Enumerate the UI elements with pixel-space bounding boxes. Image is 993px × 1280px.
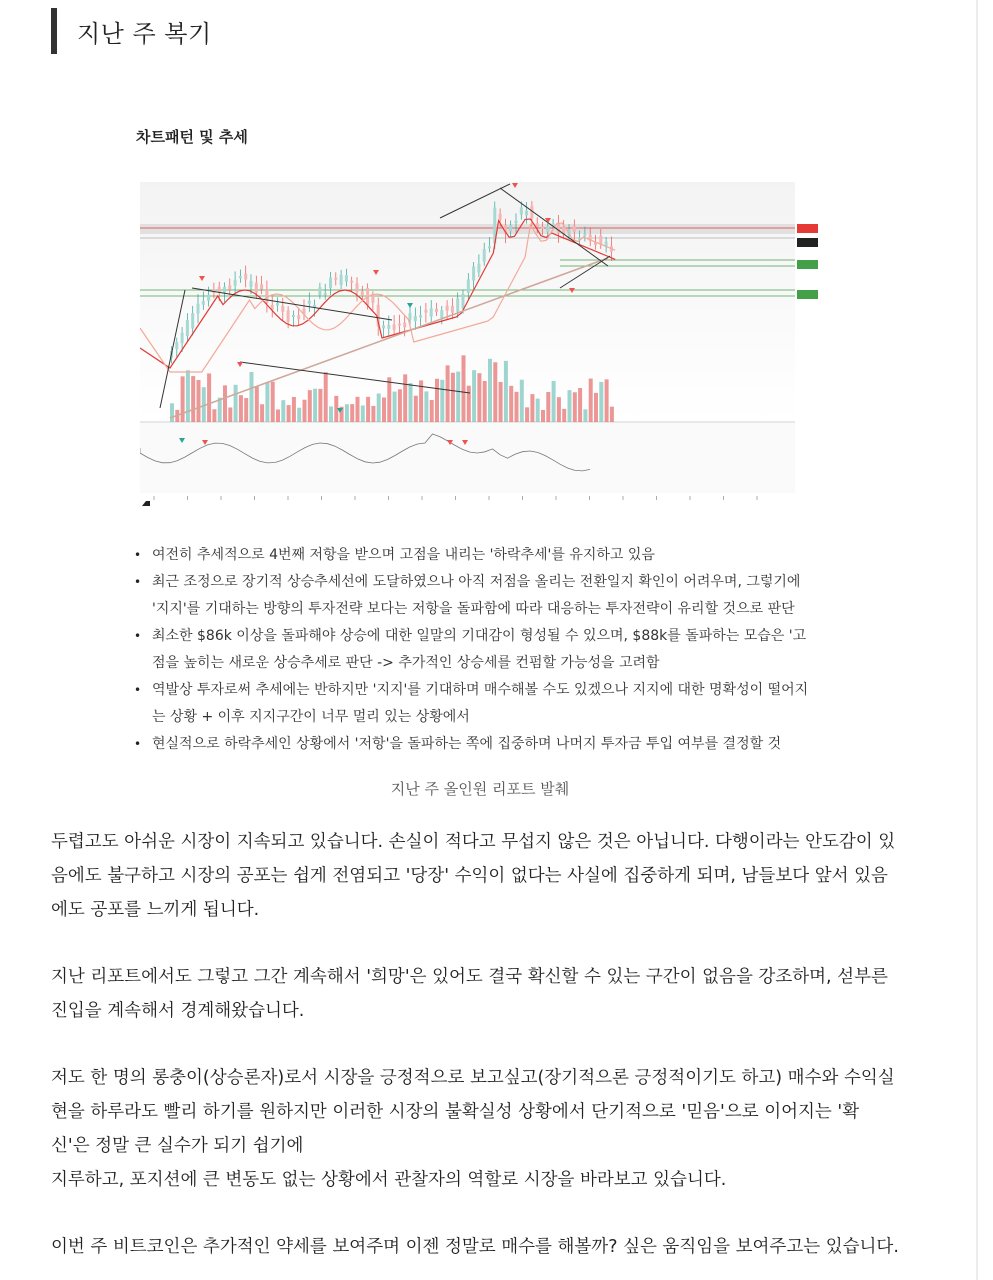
volume-bar [292,397,296,422]
candle-body [409,313,412,320]
candle-body [329,278,332,289]
paragraph-line: 지루하고, 포지션에 큰 변동도 없는 상황에서 관찰자의 역할로 시장을 바라보고 있습니다. [51,1170,727,1190]
candle-body [430,308,433,317]
price-tick-bg [797,270,818,278]
candle-body [234,280,237,286]
volume-bar [504,361,508,422]
volume-bar [250,372,254,422]
volume-bar [313,389,317,422]
volume-bar [234,385,238,422]
volume-bar [424,391,428,422]
candle-body [446,306,449,311]
volume-bar [440,380,444,422]
bullet-dot-icon: • [134,629,142,643]
candle-body [541,227,544,229]
volume-bar [583,409,587,422]
trading-chart-image [140,178,820,508]
candle-body [467,280,470,293]
volume-bar [356,397,360,422]
candle-body [350,281,353,283]
bullet-dot-icon: • [134,575,142,589]
candle-body [250,281,253,287]
paragraph-line: 두렵고도 아쉬운 시장이 지속되고 있습니다. 손실이 적다고 무섭지 않은 것은 아닙니다. 다행이라는 안도감이 있 [51,832,896,852]
candle-body [403,323,406,328]
candle-body [371,295,374,302]
candle-body [202,301,205,304]
bullet-text-line: 여전히 추세적으로 4번째 저항을 받으며 고점을 내리는 '하락추세'를 유지하고 있음 [152,547,655,563]
volume-bar [430,400,434,422]
candle-body [197,304,200,314]
volume-bar [398,389,402,422]
candle-body [324,293,327,295]
candle-body [546,226,549,232]
candle-body [186,320,189,336]
bullet-dot-icon: • [134,737,142,751]
candle-body [382,325,385,328]
price-tick-bg [797,310,818,318]
volume-bar [525,407,529,422]
volume-bar [546,392,550,422]
candle-body [276,303,279,305]
body-paragraph [51,1061,921,1197]
candle-body [424,310,427,313]
paragraph-line: 에도 공포를 느끼게 됩니다. [51,900,260,920]
volume-bar [329,406,333,422]
candle-body [175,342,178,349]
paragraph-line: 신'은 정말 큰 실수가 되기 쉽기에 [51,1136,304,1156]
candle-body [435,309,438,312]
bullet-text-line: '지지'를 기대하는 방향의 투자전략 보다는 저항을 돌파함에 따라 대응하는 투자전략이 유리할 것으로 판단 [152,601,795,617]
rsi-pane [140,423,795,493]
volume-bar [281,400,285,422]
volume-bar [605,379,609,422]
volume-bar [435,379,439,422]
candle-body [472,266,475,280]
volume-bar [260,404,264,422]
candle-body [287,310,290,322]
price-label-green [797,260,818,269]
volume-bar [271,382,275,422]
price-label-green [797,290,818,299]
price-tick-bg [797,324,818,332]
candle-body [297,315,300,319]
price-tick-bg [797,216,818,224]
candle-body [292,315,295,317]
candle-body [255,283,258,293]
volume-bar [536,399,540,422]
volume-bar [541,410,545,422]
candle-body [345,275,348,282]
candle-body [451,306,454,313]
bullet-text-line: 는 상황 + 이후 지지구간이 너무 멀리 있는 상황에서 [152,709,470,725]
candle-body [218,287,221,293]
volume-bar [483,381,487,422]
volume-bar [324,372,328,422]
paragraph-line: 현을 하루라도 빨리 하기를 원하지만 이러한 시장의 불확실성 상황에서 단기적으로 '믿음'으로 이어지는 '확 [51,1102,860,1122]
candle-body [393,324,396,330]
candle-body [525,211,528,216]
volume-bar [610,407,614,422]
resistance-zone [140,224,795,234]
candle-body [244,274,247,280]
volume-bar [197,380,201,422]
bullet-text-line: 현실적으로 하락추세인 상황에서 '저항'을 돌파하는 쪽에 집중하며 나머지 투자금 투입 여부를 결정할 것 [152,736,782,752]
volume-bar [578,388,582,422]
page-right-border [976,0,978,1280]
candle-body [462,294,465,309]
candle-body [281,306,284,312]
bullet-text-line: 최근 조정으로 장기적 상승추세선에 도달하였으나 아직 저점을 올리는 전환일지 확인이 어려우며, 그렇기에 [152,574,801,590]
price-tick-bg [797,283,818,291]
bullet-item [130,677,830,731]
candle-body [488,246,491,248]
candle-body [515,221,518,223]
figure-title: 차트패턴 및 추세 [136,128,248,146]
paragraph-line: 지난 리포트에서도 그렇고 그간 계속해서 '희망'은 있어도 결국 확신할 수 있는 구간이 없음을 강조하며, 섣부른 [51,967,888,987]
volume-bar [350,404,354,422]
bullet-dot-icon: • [134,548,142,562]
candle-body [356,283,359,291]
bullet-list [130,542,830,758]
candle-body [223,287,226,293]
price-label-dark [797,238,818,247]
price-tick-bg [797,337,818,345]
body-paragraph [51,960,921,1028]
price-tick-bg [797,364,818,372]
candle-body [387,325,390,329]
heading-accent-bar [51,8,57,54]
candle-body [509,225,512,231]
volume-bar [345,404,349,422]
volume-bar [255,386,259,422]
candle-body [340,275,343,285]
paragraph-line: 진입을 계속해서 경계해왔습니다. [51,1001,305,1021]
volume-bar [170,403,174,422]
volume-bar [594,393,598,422]
volume-bar [573,392,577,422]
chart-svg [140,178,820,508]
volume-bar [287,405,291,422]
body-paragraph [51,1230,921,1264]
candle-body [477,264,480,273]
volume-bar [207,373,211,422]
bullet-text-line: 최소한 $86k 이상을 돌파해야 상승에 대한 일말의 기대감이 형성될 수 있으며, $88k를 돌파하는 모습은 '고 [152,628,807,644]
volume-bar [467,386,471,422]
volume-bar [318,389,322,422]
volume-bar [520,380,524,422]
volume-bar [218,398,222,422]
figure-caption: 지난 주 올인원 리포트 발췌 [390,780,570,798]
volume-bar [515,392,519,422]
candle-body [207,295,210,301]
volume-bar [297,408,301,422]
candle-body [520,207,523,214]
volume-bar [552,381,556,422]
volume-bar [403,374,407,422]
volume-bar [456,372,460,422]
candle-body [308,301,311,304]
volume-bar [387,377,391,422]
volume-bar [477,373,481,422]
volume-bar [382,398,386,422]
bullet-item [130,623,830,677]
volume-bar [493,362,497,422]
volume-bar [181,376,185,422]
candle-body [583,234,586,236]
volume-bar [239,395,243,422]
bullet-item [130,569,830,623]
volume-bar [191,376,195,422]
bullet-item [130,542,830,569]
price-tick-bg [797,391,818,399]
volume-bar [366,397,370,422]
price-tick-bg [797,202,818,210]
candle-body [318,287,321,295]
bullet-text-line: 점을 높히는 새로운 상승추세로 판단 -> 추가적인 상승세를 컨펌할 가능성을 고려함 [152,655,660,671]
volume-bar [446,365,450,422]
volume-bar [228,407,232,422]
candle-body [440,310,443,318]
candle-body [398,323,401,325]
volume-bar [599,382,603,422]
volume-bar [393,392,397,422]
article-body [51,825,921,1264]
volume-bar [377,393,381,422]
volume-bar [371,406,375,422]
candle-body [419,315,422,317]
paragraph-line: 음에도 불구하고 시장의 공포는 쉽게 전염되고 '당장' 수익이 없다는 사실에 집중하게 되며, 남들보다 앞서 있음 [51,866,888,886]
candle-body [361,291,364,295]
candle-body [483,249,486,262]
volume-bar [562,409,566,422]
section-heading [51,8,212,54]
heading-text: 지난 주 복기 [77,19,212,48]
volume-bar [499,382,503,422]
volume-bar [414,396,418,422]
bullet-dot-icon: • [134,683,142,697]
volume-bar [557,397,561,422]
volume-bar [409,383,413,422]
volume-bar [472,370,476,422]
candle-body [456,298,459,311]
candle-body [557,223,560,233]
volume-bar [530,394,534,422]
volume-bar [568,390,572,422]
paragraph-line: 저도 한 명의 롱충이(상승론자)로서 시장을 긍정적으로 보고싶고(장기적으론 긍정적이기도 하고) 매수와 수익실 [51,1068,895,1088]
price-tick-bg [797,351,818,359]
volume-bar [589,379,593,422]
price-tick-bg [797,418,818,426]
candle-body [239,276,242,278]
paragraph-line: 이번 주 비트코인은 추가적인 약세를 보여주며 이젠 정말로 매수를 해볼까? 싶은 움직임을 보여주고는 있습니다. [51,1237,899,1257]
price-tick-bg [797,405,818,413]
candle-body [228,285,231,289]
volume-bar [308,390,312,422]
candle-body [573,226,576,232]
candle-body [260,284,263,289]
volume-bar [361,405,365,422]
candle-body [191,313,194,328]
volume-bar [462,355,466,422]
volume-bar [509,386,513,422]
candle-body [334,278,337,280]
volume-bar [186,370,190,422]
price-tick-bg [797,378,818,386]
candle-body [499,214,502,220]
volume-bar [244,398,248,422]
candle-body [414,316,417,321]
volume-bar [265,383,269,422]
price-label-red [797,224,818,233]
candle-body [181,333,184,344]
volume-bar [488,359,492,422]
volume-bar [276,409,280,422]
volume-bar [212,409,216,422]
volume-bar [223,385,227,422]
body-paragraph [51,825,921,927]
bullet-text-line: 역발상 투자로써 추세에는 반하지만 '지지'를 기대하며 매수해볼 수도 있겠으나 지지에 대한 명확성이 떨어지 [152,682,809,698]
volume-bar [303,400,307,422]
volume-bar [451,373,455,422]
candle-body [265,290,268,303]
bullet-item [130,731,830,758]
